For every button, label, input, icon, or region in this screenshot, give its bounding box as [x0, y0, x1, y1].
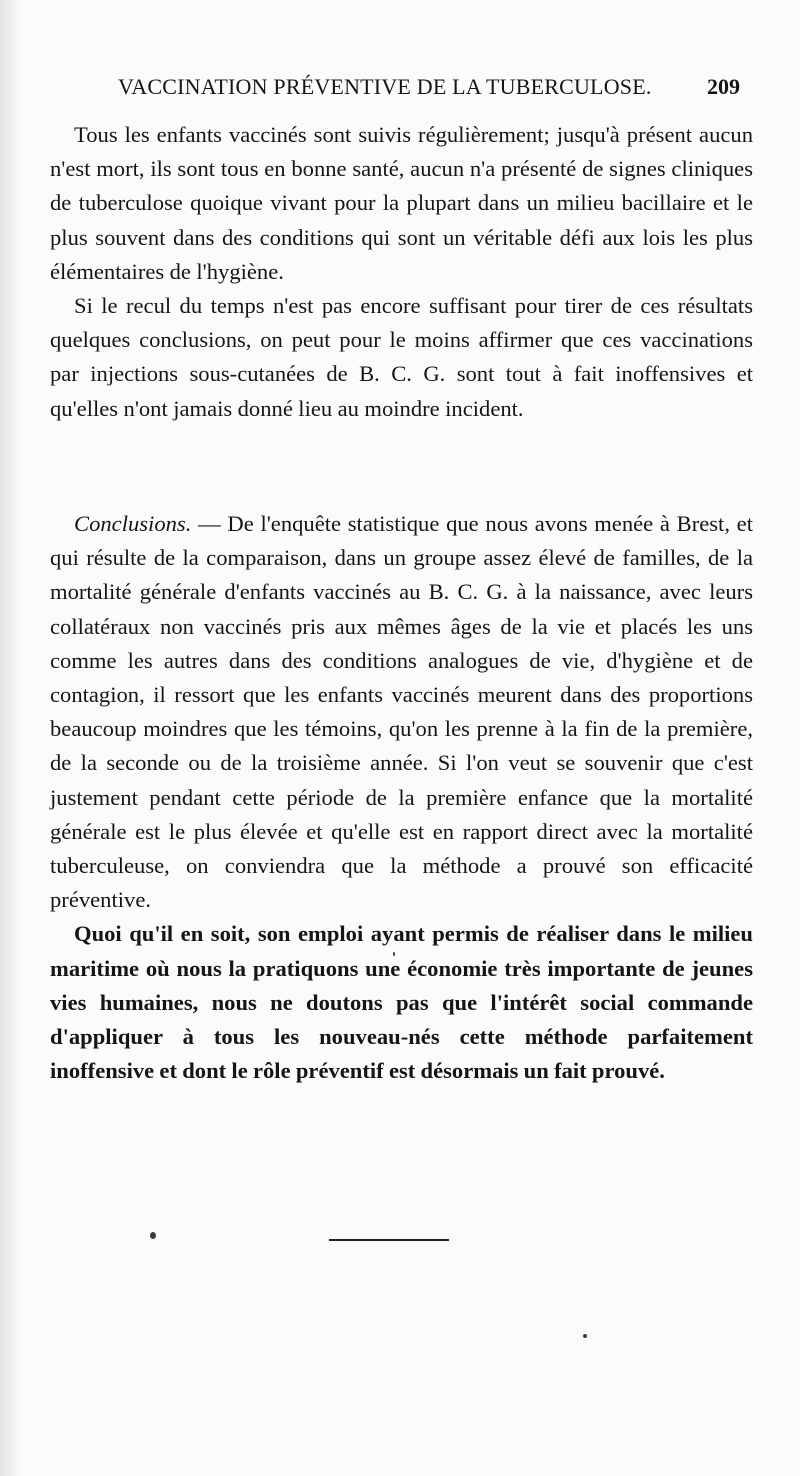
page-header	[118, 70, 740, 110]
paragraph-vaccinated-children: Tous les enfants vaccinés sont suivis régulièrement; jusqu'à présent aucun n'est mort, ils sont tous en bonne santé, aucun n'a présenté de signes cliniques de tuberculose quoique vivant pour la plupart dans un milieu bacillaire et le plus souvent dans des conditions qui sont un véritable défi aux lois les plus élémentaires de l'hygiène.	[50, 122, 753, 284]
paragraph-final: Quoi qu'il en soit, son emploi ayant permis de réaliser dans le milieu maritime où nous la pratiquons une économie très importante de jeunes vies humaines, nous ne doutons pas que l'intérêt social commande d'appliquer à tous les nouveau-nés cette méthode parfaitement inoffensive et dont le rôle préventif est désormais un fait prouvé.	[50, 921, 753, 1084]
ink-speck	[393, 952, 395, 956]
running-title: VACCINATION PRÉVENTIVE DE LA TUBERCULOSE.	[118, 74, 652, 99]
conclusions-text: — De l'enquête statistique que nous avons menée à Brest, et qui résulte de la comparaison, dans un groupe assez élevé de familles, de la mortalité générale d'enfants vaccinés au B. C. G. à la naissance, avec leurs collatéraux non vaccinés pris aux mêmes âges de la vie et placés les uns comme les autres dans des conditions analogues de vie, d'hygiène et de contagion, il ressort que les enfants vaccinés meurent dans des proportions beaucoup moindres que les témoins, qu'on les prenne à la fin de la première, de la seconde ou de la troisième année. Si l'on veut se souvenir que c'est justement pendant cette période de la première enfance que la mortalité générale est le plus élevée et qu'elle est en rapport direct avec la mortalité tuberculeuse, on conviendra que la méthode a prouvé son efficacité préventive.	[50, 511, 753, 913]
text-block-upper	[50, 118, 753, 426]
end-rule	[329, 1239, 449, 1241]
ink-speck	[583, 1334, 587, 1338]
scan-edge-shadow	[0, 0, 22, 1476]
conclusions-heading: Conclusions.	[74, 511, 192, 536]
paragraph-conclusions	[50, 507, 753, 917]
text-block-lower	[50, 507, 753, 1088]
ink-speck	[150, 1232, 156, 1239]
paragraph-time-perspective: Si le recul du temps n'est pas encore suffisant pour tirer de ces résultats quelques conclusions, on peut pour le moins affirmer que ces vaccinations par injections sous-cutanées de B. C. G. sont tout à fait inoffensives et qu'elles n'ont jamais donné lieu au moindre incident.	[50, 293, 753, 421]
page-number: 209	[707, 74, 740, 99]
